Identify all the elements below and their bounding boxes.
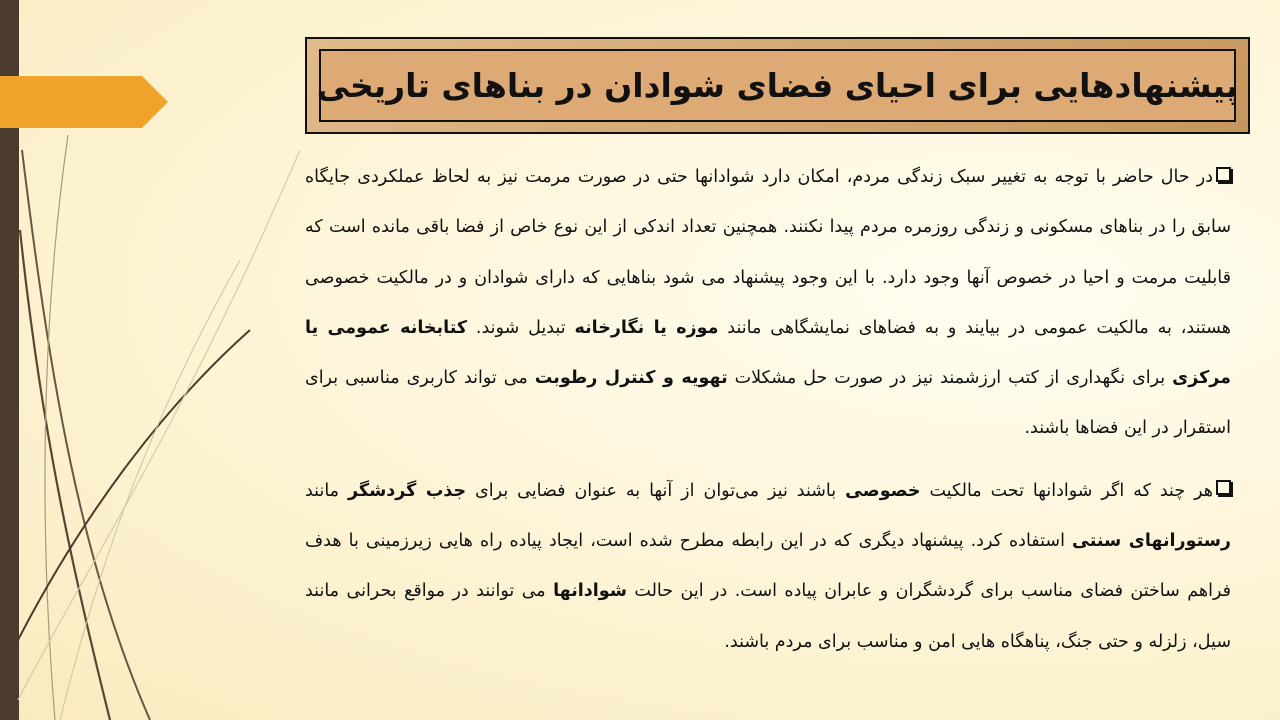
segment: هر چند که اگر شوادانها تحت مالکیت: [920, 480, 1214, 501]
bold-segment: جذب گردشگر: [348, 480, 467, 501]
checkbox-bullet-icon: [1216, 167, 1231, 182]
bold-segment: کتابخانه عمومی یا مرکزی: [305, 317, 1231, 389]
bold-segment: تهویه و کنترل رطوبت: [534, 368, 728, 389]
title-frame: [305, 37, 1250, 134]
segment: می تواند کاربری مناسبی برای استقرار در این فضاها باشند.: [305, 368, 1231, 439]
segment: استفاده کرد. پیشنهاد دیگری که در این رابطه مطرح شده است، ایجاد پیاده راه هایی زیرزمینی با هدف فراهم ساختن فضای مناسب برای گردشگران و عابران پیاده است. در این حالت: [305, 531, 1231, 602]
segment: تبدیل شوند.: [467, 317, 575, 338]
paragraph-1: [305, 152, 1231, 454]
checkbox-bullet-icon: [1216, 480, 1231, 495]
slide-body: [305, 152, 1231, 679]
segment: می توانند در مواقع بحرانی مانند سیل، زلزله و حتی جنگ، پناهگاه هایی امن و مناسب برای مردم باشند.: [305, 581, 1231, 652]
bold-segment: خصوصی: [845, 480, 921, 501]
segment: مانند: [305, 480, 349, 501]
paragraph-2: [305, 466, 1231, 667]
segment: برای نگهداری از کتب ارزشمند نیز در صورت حل مشکلات: [727, 368, 1173, 389]
bold-segment: رستورانهای سنتی: [1072, 531, 1232, 552]
bold-segment: شوادانها: [553, 581, 627, 602]
bold-segment: موزه یا نگارخانه: [574, 317, 719, 338]
title-inner-box: [316, 49, 1239, 122]
orange-arrow-accent: [0, 76, 168, 128]
segment: در حال حاضر با توجه به تغییر سبک زندگی مردم، امکان دارد شوادانها حتی در صورت مرمت نیز به لحاظ عملکردی جایگاه سابق را در بناهای مسکونی و زندگی روزمره مردم پیدا نکنند. همچنین تعداد اندکی از این نوع خاص از فضا باقی مانده است که قابلیت مرمت و احیا در خصوص آنها وجود دارد. با این وجود پیشنهاد می شود بناهایی که دارای شوادان و در مالکیت خصوصی هستند، به مالکیت عمومی در بیایند و به فضاهای نمایشگاهی مانند: [305, 167, 1231, 338]
segment: باشند نیز می‌توان از آنها به عنوان فضایی برای: [466, 480, 846, 501]
slide-title: پیشنهادهایی برای احیای فضای شوادان در بناهای تاریخی: [316, 66, 1239, 105]
